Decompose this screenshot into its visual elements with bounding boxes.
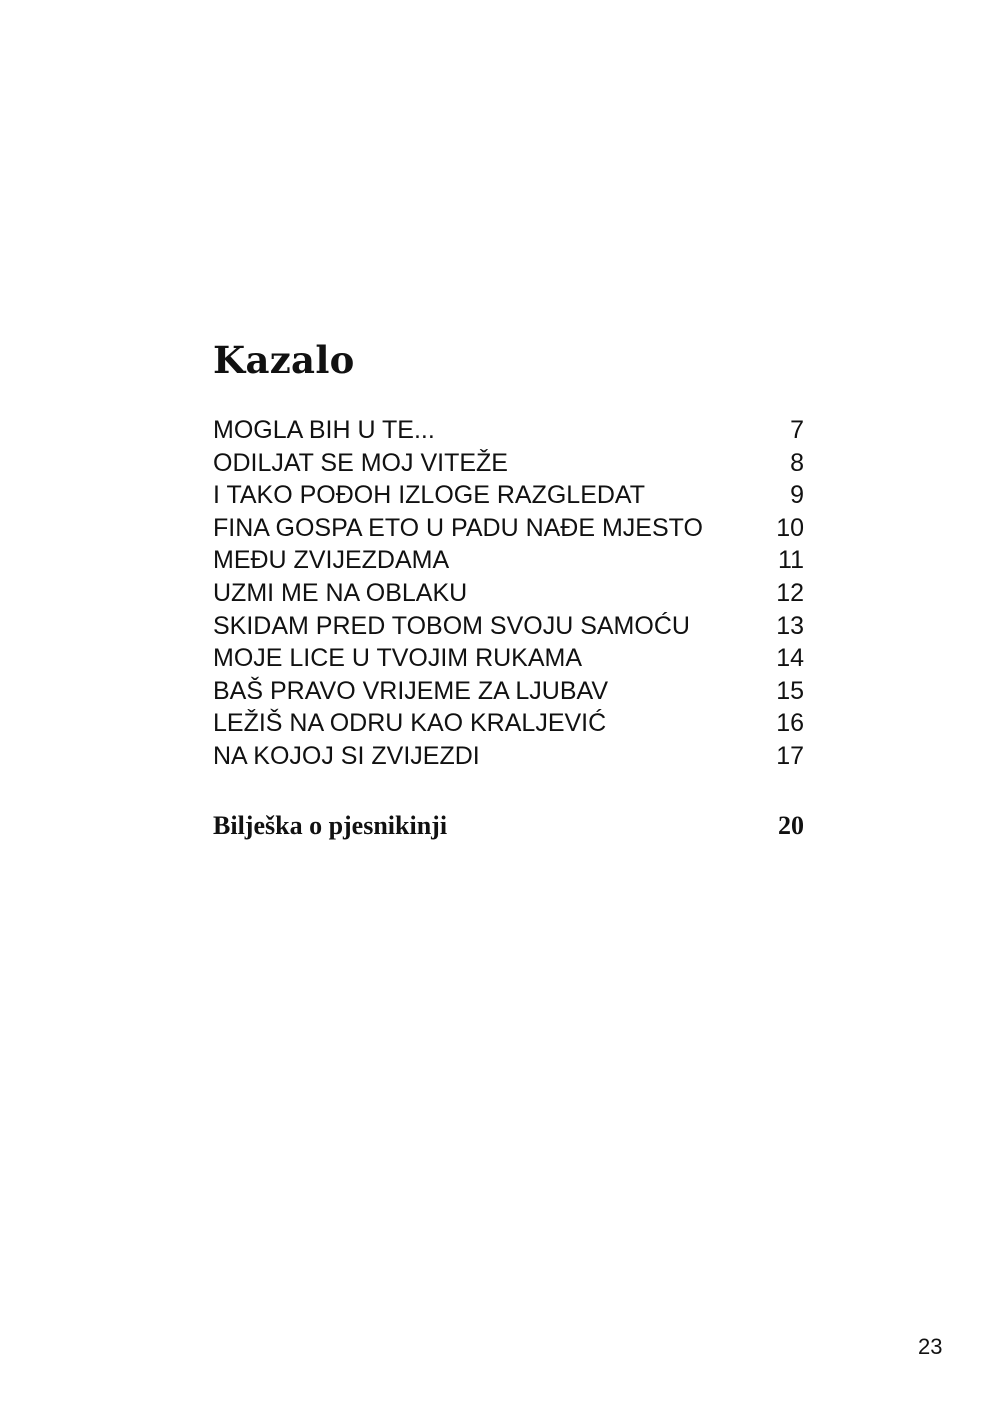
toc-entry xyxy=(213,447,804,480)
toc-entry xyxy=(213,479,804,512)
author-note-entry xyxy=(213,808,804,844)
page-number: 23 xyxy=(918,1334,943,1359)
toc-entry xyxy=(213,707,804,740)
toc-entry-title: BAŠ PRAVO VRIJEME ZA LJUBAV xyxy=(213,676,609,705)
toc-entry xyxy=(213,577,804,610)
toc-entry-page: 16 xyxy=(776,709,804,738)
toc-entry-title: LEŽIŠ NA ODRU KAO KRALJEVIĆ xyxy=(213,709,607,738)
toc-entry-page: 17 xyxy=(776,741,804,770)
toc-entry-page: 13 xyxy=(776,611,804,640)
toc-entry-page: 8 xyxy=(790,448,804,477)
author-note-title: Bilješka o pjesnikinji xyxy=(213,811,448,840)
toc-entry-page: 9 xyxy=(790,481,804,510)
toc-entry-page: 14 xyxy=(776,644,804,673)
toc-entry-title: FINA GOSPA ETO U PADU NAĐE MJESTO xyxy=(213,513,703,542)
toc-entry-page: 11 xyxy=(778,546,804,575)
toc-entry-title: UZMI ME NA OBLAKU xyxy=(213,578,468,607)
toc-entry xyxy=(213,414,804,447)
toc-entry xyxy=(213,544,804,577)
table-of-contents xyxy=(213,414,804,773)
toc-entry-title: MEĐU ZVIJEZDAMA xyxy=(213,546,450,575)
author-note-page: 20 xyxy=(778,811,804,840)
toc-entry-page: 12 xyxy=(776,578,804,607)
toc-entry-title: MOGLA BIH U TE... xyxy=(213,416,435,444)
toc-entry-page: 10 xyxy=(776,513,804,542)
toc-entry-page: 15 xyxy=(776,676,804,705)
toc-entry xyxy=(213,610,804,643)
toc-entry xyxy=(213,740,804,773)
toc-entry-title: ODILJAT SE MOJ VITEŽE xyxy=(213,448,508,477)
toc-entry xyxy=(213,512,804,545)
toc-entry xyxy=(213,642,804,675)
page-title: Kazalo xyxy=(213,338,355,382)
toc-entry-title: MOJE LICE U TVOJIM RUKAMA xyxy=(213,644,583,673)
toc-entry-title: NA KOJOJ SI ZVIJEZDI xyxy=(213,741,480,770)
toc-entry-page: 7 xyxy=(790,416,804,444)
toc-entry xyxy=(213,675,804,708)
toc-entry-title: I TAKO POĐOH IZLOGE RAZGLEDAT xyxy=(213,481,646,510)
toc-entry-title: SKIDAM PRED TOBOM SVOJU SAMOĆU xyxy=(213,611,690,640)
